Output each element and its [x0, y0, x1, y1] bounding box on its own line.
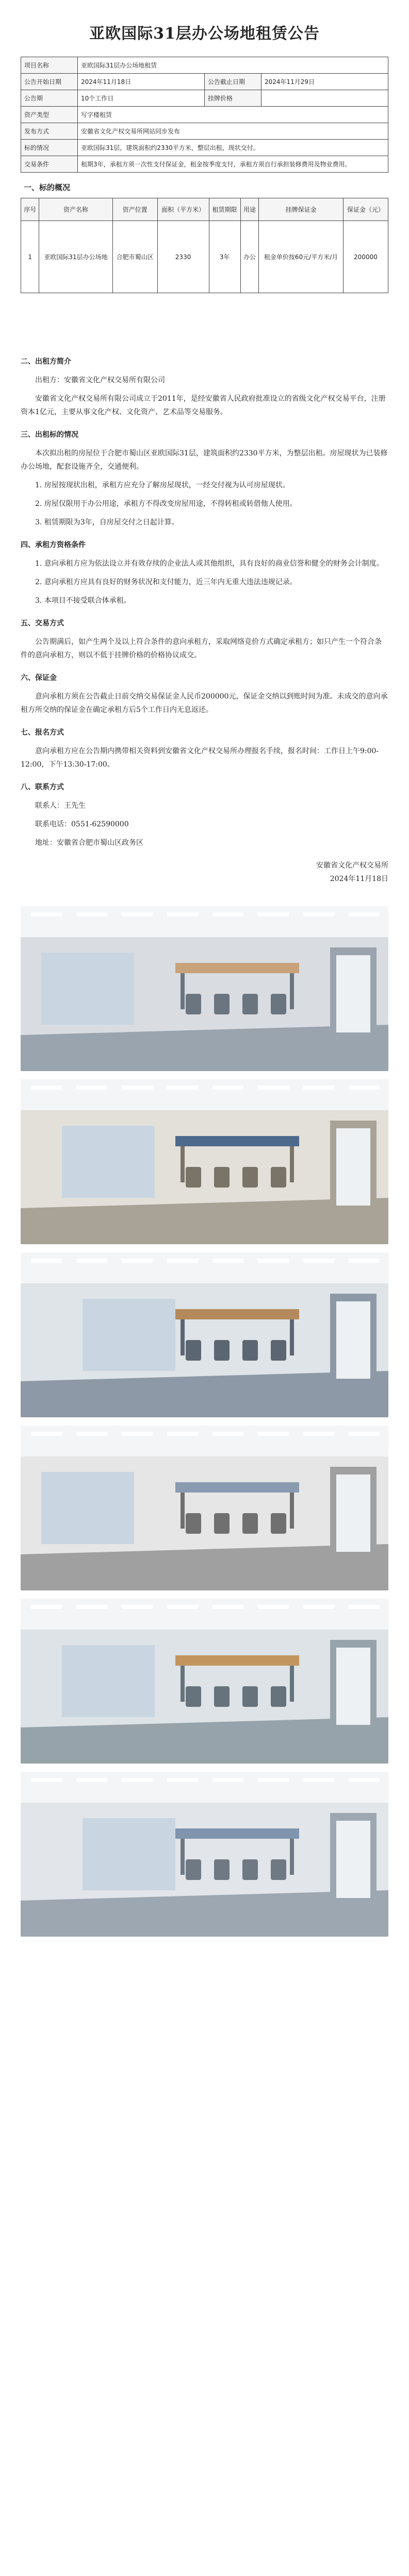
listing-header-cell: 用途: [240, 198, 258, 221]
office-lobby-photo: [21, 906, 388, 1071]
info-row: [21, 156, 388, 173]
listing-header-cell: 面积（平方米）: [157, 198, 209, 221]
listing-table: [21, 198, 388, 293]
page-title: 亚欧国际31层办公场地租赁公告: [89, 25, 320, 43]
info-row: [21, 107, 388, 123]
listing-header-cell: 序号: [21, 198, 39, 221]
notice-heading: 七、报名方式: [21, 728, 64, 737]
contact-phone: 联系电话：0551-62590000: [35, 820, 129, 828]
notice-paragraph: 出租方：安徽省文化产权交易所有限公司: [35, 376, 165, 384]
info-value: 亚欧国际31层，建筑面积约2330平方米，整层出租，现状交付。: [78, 140, 388, 156]
listing-cell: 租金单价按60元/平方米/月: [259, 221, 343, 293]
section-heading: 一、标的概况: [24, 183, 71, 192]
notice-paragraph: 意向承租方应在公告期内携带相关资料到安徽省文化产权交易所办理报名手续，报名时间：工作日上午9:00-12:00，下午13:30-17:00。: [21, 747, 379, 769]
notice-heading: 三、出租标的情况: [21, 431, 78, 439]
notice-paragraph: 3. 租赁期限为3年，自房屋交付之日起计算。: [35, 518, 179, 527]
notice-paragraph: 意向承租方须在公告截止日前交纳交易保证金人民币200000元，保证金交纳以到账时间为准。未成交的意向承租方所交纳的保证金在确定承租方后5个工作日内无息返还。: [21, 692, 388, 714]
notice-body: [21, 355, 388, 886]
info-label: 发布方式: [21, 123, 78, 140]
info-label: 资产类型: [21, 107, 78, 123]
info-row: [21, 90, 388, 107]
listing-header-cell: 挂牌保证金: [259, 198, 343, 221]
listing-header-cell: 保证金（元）: [343, 198, 388, 221]
info-label: 标的情况: [21, 140, 78, 156]
info-row: [21, 123, 388, 140]
info-value: 写字楼租赁: [78, 107, 388, 123]
listing-cell: 2330: [157, 221, 209, 293]
info-row: [21, 74, 388, 90]
listing-cell: 3年: [209, 221, 240, 293]
info-value: 10个工作日: [78, 90, 205, 107]
listing-cell: 合肥市蜀山区: [112, 221, 157, 293]
workspace-photo: [21, 1252, 388, 1417]
info-label: 挂牌价格: [204, 90, 261, 107]
notice-paragraph: 安徽省文化产权交易所有限公司成立于2011年，是经安徽省人民政府批准设立的省级文化产权交易平台，注册资本1亿元，主要从事文化产权、文化资产、艺术品等交易服务。: [21, 395, 386, 416]
listing-header-cell: 租赁期限: [209, 198, 240, 221]
info-label: 公告开始日期: [21, 74, 78, 90]
info-label: 公告期: [21, 90, 78, 107]
notice-paragraph: 1. 意向承租方应为依法设立并有效存续的企业法人或其他组织，具有良好的商业信誉和健全的财务会计制度。: [35, 560, 384, 568]
info-row: [21, 140, 388, 156]
window-view-photo: [21, 1772, 388, 1937]
listing-cell: 1: [21, 221, 39, 293]
info-value: [261, 90, 388, 107]
notice-paragraph: 本次拟出租的房屋位于合肥市蜀山区亚欧国际31层，建筑面积约2330平方米，为整层出租。房屋现状为已装修办公场地，配套设施齐全，交通便利。: [21, 449, 388, 471]
info-value: 亚欧国际31层办公场地租赁: [78, 57, 388, 74]
corridor-photo: [21, 1426, 388, 1590]
issue-date: 2024年11月18日: [330, 875, 388, 883]
notice-paragraph: 1. 房屋按现状出租，承租方应充分了解房屋现状，一经交付视为认可房屋现状。: [35, 481, 290, 489]
info-label: 项目名称: [21, 57, 78, 74]
photo-gallery: [21, 906, 388, 1937]
listing-header-cell: 资产位置: [112, 198, 157, 221]
issuer-name: 安徽省文化产权交易所: [316, 861, 388, 870]
notice-heading: 二、出租方简介: [21, 358, 71, 366]
listing-header-cell: 资产名称: [39, 198, 112, 221]
info-row: [21, 57, 388, 74]
contact-person: 联系人：王先生: [35, 802, 86, 810]
notice-paragraph: 2. 意向承租方应具有良好的财务状况和支付能力，近三年内无重大违法违规记录。: [35, 578, 297, 586]
notice-paragraph: 2. 房屋仅限用于办公用途，承租方不得改变房屋用途，不得转租或转借他人使用。: [35, 500, 297, 508]
info-value: 2024年11月18日: [78, 74, 205, 90]
listing-cell: 亚欧国际31层办公场地: [39, 221, 112, 293]
meeting-room-photo: [21, 1079, 388, 1244]
notice-heading: 五、交易方式: [21, 619, 64, 628]
contact-address: 地址：安徽省合肥市蜀山区政务区: [35, 839, 143, 847]
info-label: 交易条件: [21, 156, 78, 173]
notice-heading: 四、承租方资格条件: [21, 541, 86, 549]
notice-paragraph: 3. 本项目不接受联合体承租。: [35, 597, 131, 605]
info-value: 2024年11月29日: [261, 74, 388, 90]
info-value: 租期3年，承租方须一次性支付保证金，租金按季度支付，承租方须自行承担装修费用及物业费用。: [78, 156, 388, 173]
info-value: 安徽省文化产权交易所网站同步发布: [78, 123, 388, 140]
notice-paragraph: 公告期满后，如产生两个及以上符合条件的意向承租方，采取网络竞价方式确定承租方；如只产生一个符合条件的意向承租方，则以不低于挂牌价格的价格协议成交。: [21, 638, 382, 659]
notice-heading: 六、保证金: [21, 674, 57, 682]
notice-heading: 八、联系方式: [21, 783, 64, 791]
listing-cell: 200000: [343, 221, 388, 293]
office-area-photo: [21, 1599, 388, 1764]
listing-cell: 办公: [240, 221, 258, 293]
info-label: 公告截止日期: [204, 74, 261, 90]
project-info-table: [21, 57, 388, 173]
signature-block: [21, 859, 388, 886]
